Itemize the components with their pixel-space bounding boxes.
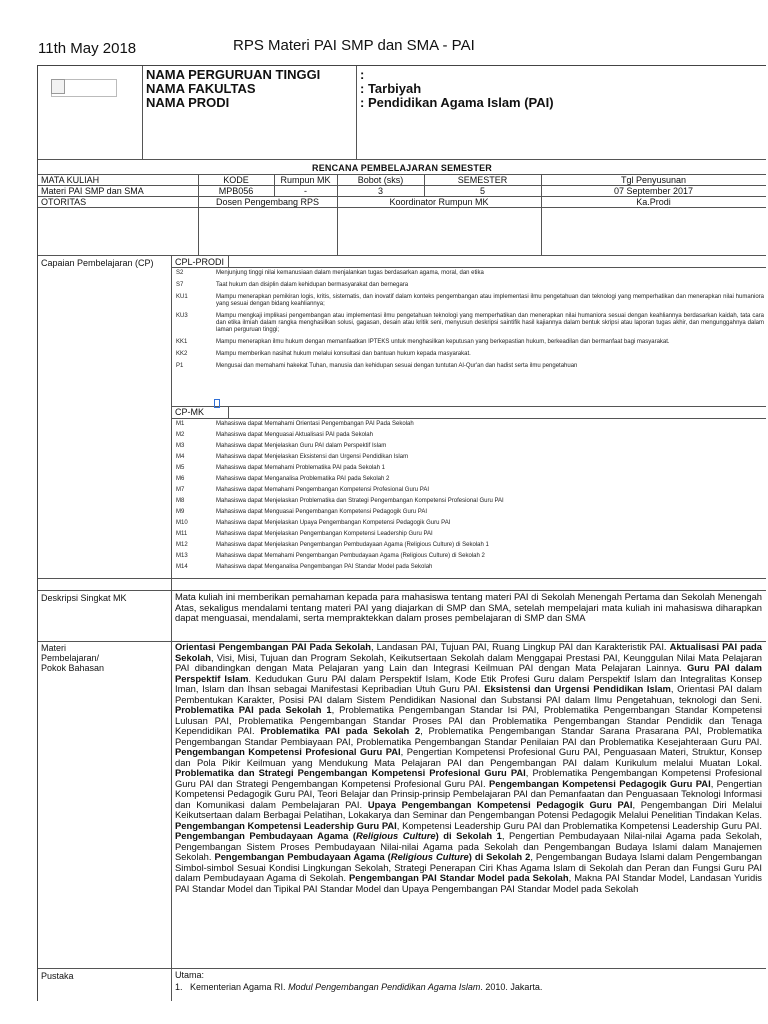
value-prodi: : Pendidikan Agama Islam (PAI) — [360, 95, 554, 110]
cpl-text: Taat hukum dan disiplin dalam kehidupan bermasyarakat dan bernegara — [216, 282, 409, 288]
document-title: RPS Materi PAI SMP dan SMA - PAI — [233, 37, 475, 54]
value-semester: 5 — [479, 186, 485, 196]
cp-mk-item — [176, 564, 764, 575]
materi-detail: , Landasan PAI, Tujuan PAI, Ruang Lingkup PAI dan Karakteristik PAI. — [370, 641, 670, 652]
cp-mk-code: M11 — [176, 531, 188, 537]
value-bobot: 3 — [377, 186, 383, 196]
materi-label — [41, 643, 104, 673]
cp-mk-item — [176, 454, 764, 465]
header-semester: SEMESTER — [457, 175, 508, 185]
cpl-text: Mampu menerapkan ilmu hukum dengan memanfaatkan IPTEKS untuk menghasilkan keputusan yang berkepastian hukum, berkeadilan dan bermanfaat bagi masyarakat. — [216, 339, 670, 345]
value-mata-kuliah: Materi PAI SMP dan SMA — [41, 186, 144, 196]
deskripsi-text: Mata kuliah ini memberikan pemahaman kepada para mahasiswa tentang materi PAI di Sekolah Menengah Pertama dan Sekolah Menengah Atas, sekaligus mendalami tentang materi PAI yang diajarkan di SMP dan SMA, setelah mempelajari mata kuliah ini mahasiswa diharapkan dapat menguasai, mendalami, serta mempraktekkan dalam proses pembelajaran di SMP dan SMA — [175, 591, 762, 623]
cpl-text: Mampu menerapkan pemikiran logis, kritis, sistematis, dan inovatif dalam konteks pengembangan atau implementasi ilmu pengetahuan dan teknologi yang memperhatikan dan menerapkan nilai humaniora yang sesuai dengan bidang keahliannya; — [216, 294, 764, 307]
cp-mk-text: Mahasiswa dapat Menganalisa Pengembangan PAI Standar Model pada Sekolah — [216, 564, 433, 570]
cp-mk-text: Mahasiswa dapat Menjelaskan Guru PAI dalam Perspektif Islam — [216, 443, 387, 449]
cpl-item — [176, 313, 764, 334]
cp-mk-text: Mahasiswa dapat Memahami Problematika PAI pada Sekolah 1 — [216, 465, 385, 471]
materi-topic: Pengembangan Pembudayaan Agama ( — [214, 851, 391, 862]
cp-mk-item — [176, 432, 764, 443]
cpl-code: KK1 — [176, 339, 188, 345]
pustaka-item-1 — [175, 982, 542, 992]
materi-topic: Pengembangan Kompetensi Leadership Guru PAI — [175, 819, 397, 831]
materi-text — [175, 642, 762, 894]
cp-mk-code: M13 — [176, 553, 188, 559]
header-rumpun-mk: Rumpun MK — [280, 175, 331, 185]
cp-mk-text: Mahasiswa dapat Menjelaskan Eksistensi dan Urgensi Pendidikan Islam — [216, 454, 409, 460]
document-date: 11th May 2018 — [38, 40, 137, 57]
materi-topic: Orientasi Pengembangan PAI Pada Sekolah — [175, 641, 371, 652]
cp-mk-text: Mahasiswa dapat Menjelaskan Pengembangan Pembudayaan Agama (Religious Culture) di Sekolah 1 — [216, 542, 489, 548]
cpl-text: Mengusai dan memahami hakekat Tuhan, manusia dan kehidupan sesuai dengan tuntutan Al-Qur'an dan hadist serta ilmu pengetahuan — [216, 363, 578, 369]
materi-topic: Religious Culture — [356, 830, 436, 841]
pustaka-item-1-suffix: . 2010. Jakarta. — [480, 982, 543, 992]
cp-mk-text: Mahasiswa dapat Memahami Pengembangan Pembudayaan Agama (Religious Culture) di Sekolah 2 — [216, 553, 485, 559]
cpl-item — [176, 339, 764, 346]
value-fakultas: : Tarbiyah — [360, 81, 422, 96]
cp-mk-text: Mahasiswa dapat Menguasai Aktualisasi PAI pada Sekolah — [216, 432, 373, 438]
cpl-text: Menjunjung tinggi nilai kemanusiaan dalam menjalankan tugas berdasarkan agama, moral, dan etika — [216, 270, 484, 276]
cp-mk-code: M3 — [176, 443, 185, 449]
materi-topic: Problematika PAI pada Sekolah 2 — [260, 725, 421, 736]
cp-mk-item — [176, 421, 764, 432]
materi-detail: , Makna PAI Standar Model, Landasan Yuridis PAI Standar Model dan Tipikal PAI Standar Model dan Upaya Pengembangan PAI Standar Model pada Sekolah — [175, 872, 762, 894]
cp-mk-item — [176, 531, 764, 542]
value-perguruan-tinggi: : — [360, 67, 365, 82]
header-tgl-penyusunan: Tgl Penyusunan — [620, 175, 687, 185]
cpl-code: P1 — [176, 363, 184, 369]
materi-topic: Pengembangan Pembudayaan Agama ( — [175, 830, 357, 841]
materi-detail: , Problematika Pengembangan Standar Isi PAI, Problematika Pengembangan Standar Kompetensi Lulusan PAI, Problematika Pengembangan Standar Proses PAI dan Problematika Pengembangan Standar Pendidik dan Tenaga Kependidikan PAI. — [175, 704, 762, 736]
cpl-item — [176, 363, 764, 370]
cp-mk-item — [176, 498, 764, 509]
materi-topic: Religious Culture — [390, 851, 469, 862]
cp-mk-text: Mahasiswa dapat Menjelaskan Problematika dan Strategi Pengembangan Kompetensi Profesional Guru PAI — [216, 498, 504, 504]
cpl-code: KU3 — [176, 313, 188, 319]
value-tgl-penyusunan: 07 September 2017 — [613, 186, 694, 196]
cpl-item — [176, 282, 764, 289]
materi-label-line2: Pembelajaran/ — [41, 653, 100, 663]
materi-detail: , Pengertian Kompetensi Profesional Guru PAI, Penguasaan Materi, Struktur, Konsep dan Pola Pikir Keilmuan yang Mendukung Mata Pelajaran PAI dan Pengembangan PAI dalam Kurikulum melalui Muatan Lokal. — [175, 746, 763, 768]
cp-mk-code: M2 — [176, 432, 185, 438]
materi-detail: , Pengertian Kompetensi Pedagogik Guru PAI, Teori Belajar dan Prinsip-prinsip Pembelajaran PAI dan Pemanfaatan dan Penguasaan Teknologi Informasi dan Komunikasi dalam Pembelajaran PAI. — [175, 777, 763, 810]
materi-topic: Pengembangan PAI Standar Model pada Sekolah — [349, 872, 569, 883]
cp-mk-text: Mahasiswa dapat Menjelaskan Upaya Pengembangan Kompetensi Pedagogik Guru PAI — [216, 520, 451, 526]
cp-mk-item — [176, 542, 764, 553]
pustaka-label: Pustaka — [41, 971, 74, 981]
value-kode: MPB056 — [218, 186, 254, 196]
pustaka-item-1-title: Modul Pengembangan Pendidikan Agama Islam — [288, 982, 481, 992]
cp-mk-code: M8 — [176, 498, 185, 504]
cpl-code: KU1 — [176, 294, 188, 300]
materi-topic: ) di Sekolah 2 — [468, 851, 531, 862]
cp-mk-text: Mahasiswa dapat Menguasai Pengembangan Kompetensi Pedagogik Guru PAI — [216, 509, 428, 515]
materi-topic: Eksistensi dan Urgensi Pendidikan Islam — [484, 683, 671, 694]
header-mata-kuliah: MATA KULIAH — [41, 175, 100, 185]
logo-placeholder — [51, 79, 117, 97]
institution-values — [360, 68, 554, 110]
cpl-item — [176, 270, 764, 277]
header-kode: KODE — [223, 175, 249, 185]
cp-mk-code: M9 — [176, 509, 185, 515]
cp-mk-item — [176, 443, 764, 454]
materi-detail: , Pengertian Pembudayaan Nilai-nilai Agama pada Sekolah, Pengembangan Sistem Proses Pembudayaan Nilai-nilai Agama pada Sekolah dan Pengembangan Budaya Islami dalam Manajemen Sekolah. — [175, 830, 763, 862]
cp-mk-item — [176, 476, 764, 487]
materi-detail: , Problematika Pengembangan Kompetensi Profesional Guru PAI dan Strategi Pengembangan Kompetensi Profesional Guru PAI. — [175, 767, 762, 789]
rps-title: RENCANA PEMBELAJARAN SEMESTER — [312, 163, 492, 173]
materi-detail: , Visi, Misi, Tujuan dan Program Sekolah, Keikutsertaan Sekolah dalam Menggapai Prestasi PAI, Keunggulan Nilai Mata Pelajaran PAI dibandingkan dengan Mata Pelajaran yang Lain dan Integrasi Keilmuan PAI dengan Mata Pelajaran Lainnya. — [175, 651, 762, 673]
cp-mk-code: M5 — [176, 465, 185, 471]
label-fakultas: NAMA FAKULTAS — [146, 81, 256, 96]
label-perguruan-tinggi: NAMA PERGURUAN TINGGI — [146, 67, 321, 82]
cp-mk-text: Mahasiswa dapat Memahami Orientasi Pengembangan PAI Pada Sekolah — [216, 421, 414, 427]
otoritas-koordinator: Koordinator Rumpun MK — [389, 197, 489, 207]
cp-mk-code: M7 — [176, 487, 185, 493]
materi-topic: Upaya Pengembangan Kompetensi Pedagogik Guru PAI — [367, 798, 633, 810]
materi-detail: , Orientasi PAI dalam Pembentukan Karakter, Posisi PAI dalam Sistem Pendidikan Nasional dan Substansi PAI dalam Ilmu Pengetahuan, teknologi dan Seni. — [175, 683, 762, 705]
materi-topic: Problematika PAI pada Sekolah 1 — [175, 704, 332, 715]
otoritas-dosen: Dosen Pengembang RPS — [215, 197, 320, 207]
cpl-list — [176, 270, 764, 375]
materi-topic: Guru PAI dalam Perspektif Islam — [175, 662, 762, 684]
cp-mk-code: M10 — [176, 520, 188, 526]
otoritas-label: OTORITAS — [41, 197, 87, 207]
rps-document — [37, 65, 766, 1001]
pustaka-utama: Utama: — [175, 970, 205, 980]
cp-mk-item — [176, 465, 764, 476]
cp-mk-item — [176, 553, 764, 564]
cp-mk-text: Mahasiswa dapat Menjelaskan Pengembangan Kompetensi Leadership Guru PAI — [216, 531, 433, 537]
materi-label-line1: Materi — [41, 643, 67, 653]
materi-topic: Problematika dan Strategi Pengembangan Kompetensi Profesional Guru PAI — [175, 767, 526, 778]
materi-topic: Pengembangan Kompetensi Pedagogik Guru PAI — [489, 777, 711, 789]
cp-label: Capaian Pembelajaran (CP) — [41, 258, 154, 268]
cp-mk-text: Mahasiswa dapat Menganalisa Problematika PAI pada Sekolah 2 — [216, 476, 390, 482]
cpl-code: S7 — [176, 282, 184, 288]
cp-mk-item — [176, 509, 764, 520]
cp-mk-list — [176, 421, 764, 575]
cpl-item — [176, 351, 764, 358]
cp-mk-text: Mahasiswa dapat Memahami Pengembangan Kompetensi Profesional Guru PAI — [216, 487, 430, 493]
cpl-text: Mampu memberikan nasihat hukum melalui konsultasi dan bantuan hukum kepada masyarakat. — [216, 351, 471, 357]
materi-detail: . Kedudukan Guru PAI dalam Perspektif Islam, Kode Etik Profesi Guru dalam Perspektif Islam dan Integralitas Konsep Iman, Islam dan Ihsan sebagai Manifestasi Kepribadian Utuh Guru PAI. — [175, 672, 762, 694]
materi-label-line3: Pokok Bahasan — [41, 663, 105, 673]
deskripsi-label: Deskripsi Singkat MK — [41, 593, 127, 603]
materi-topic: Aktualisasi PAI pada Sekolah — [175, 641, 762, 663]
broken-image-icon — [51, 79, 65, 94]
cpl-item — [176, 294, 764, 308]
cp-mk-code: M4 — [176, 454, 185, 460]
value-rumpun-mk: - — [304, 186, 307, 196]
cpl-code: S2 — [176, 270, 184, 276]
cp-mk-code: M12 — [176, 542, 188, 548]
blue-marker — [214, 395, 220, 413]
cpl-text: Mampu mengkaji implikasi pengembangan atau implementasi ilmu pengetahuan teknologi yang memperhatikan dan menerapkan nilai humaniora sesuai dengan keahliannya berdasarkan kaidah, tata cara dan etika ilmiah dalam rangka menghasilkan solusi, gagasan, desain atau kritik seni, menyusun deskripsi saintifik hasil kajiannya dalam bentuk skripsi atau laporan tugas akhir, dan mengunggahnya dalam laman perguruan tinggi; — [216, 313, 764, 333]
cp-mk-code: M14 — [176, 564, 188, 570]
materi-detail: , Pengembangan Diri Melalui Keikutsertaan dalam Berbagai Pelatihan, Lokakarya dan Seminar dan Pengembangan Potensi Pedagogik Melalui Penelitian Tindakan Kelas. — [175, 798, 762, 820]
otoritas-kaprodi: Ka.Prodi — [636, 197, 671, 207]
cp-mk-item — [176, 520, 764, 531]
cp-mk-item — [176, 487, 764, 498]
materi-topic: ) di Sekolah 1 — [435, 830, 502, 841]
cp-mk-code: M1 — [176, 421, 185, 427]
label-prodi: NAMA PRODI — [146, 95, 230, 110]
cp-mk-code: M6 — [176, 476, 185, 482]
cp-mk-title: CP-MK — [175, 407, 204, 417]
cpl-code: KK2 — [176, 351, 188, 357]
materi-topic: Pengembangan Kompetensi Profesional Guru PAI — [175, 746, 401, 757]
header-bobot: Bobot (sks) — [357, 175, 404, 185]
materi-detail: , Pengembangan Budaya Islami dalam Pengembangan Simbol-simbol Sesuai Kondisi Lingkungan Sekolah, Strategi Penerapan Ciri Khas Agama Islam di Sekolah dan Peran dan Fungsi Guru PAI dalam Pembudayaan Agama di Sekolah. — [175, 851, 763, 883]
pustaka-item-1-prefix: 1. Kementerian Agama RI. — [175, 982, 289, 992]
institution-labels — [146, 68, 320, 110]
materi-detail: , Problematika Pengembangan Standar Sarana Prasarana PAI, Problematika Pengembangan Standar Pembiayaan PAI, Problematika Pengembangan Standar Penilaian PAI dan Problematika Kesejahteraan Guru PAI. — [175, 725, 763, 747]
materi-detail: , Kompetensi Leadership Guru PAI dan Problematika Kompetensi Leadership Guru PAI. — [396, 819, 762, 831]
cpl-prodi-title: CPL-PRODI — [175, 257, 225, 267]
